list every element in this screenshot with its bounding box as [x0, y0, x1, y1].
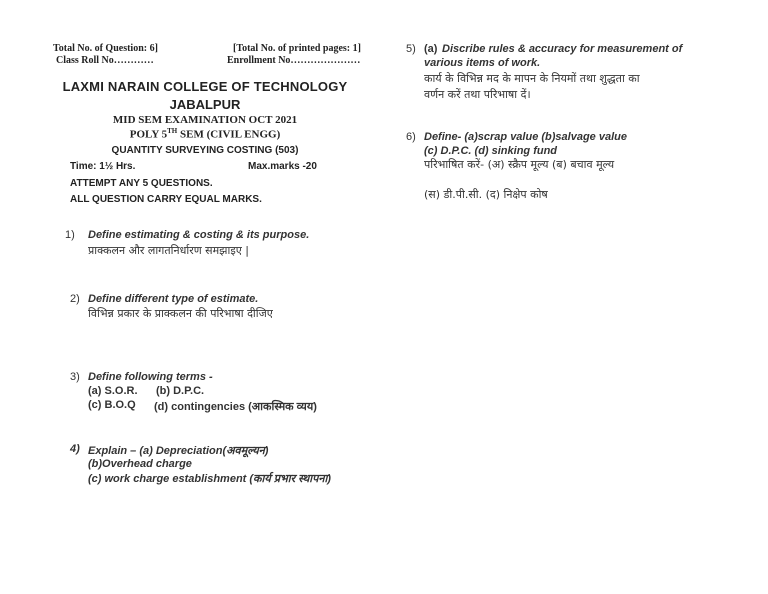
total-printed-pages: [Total No. of printed pages: 1] [233, 43, 361, 54]
question-hindi: वर्णन करें तथा परिभाषा दें। [424, 88, 531, 101]
question-text: Define following terms - [88, 371, 213, 383]
course-prefix: POLY 5 [129, 128, 168, 141]
max-marks: Max.marks -20 [248, 161, 317, 172]
college-name: LAXMI NARAIN COLLEGE OF TECHNOLOGY [62, 79, 348, 94]
course-suffix: SEM (CIVIL ENGG) [177, 128, 281, 141]
question-hindi: कार्य के विभिन्न मद के मापन के नियमों तथा शुद्धता का [424, 72, 640, 85]
college-city: JABALPUR [169, 97, 241, 112]
question-hindi: विभिन्न प्रकार के प्राक्कलन की परिभाषा दीजिए [88, 307, 273, 320]
question-text: Explain – (a) Depreciation(अवमूल्यन) [88, 445, 269, 457]
question-subitem: (d) contingencies (आकस्मिक व्यय) [154, 401, 317, 413]
question-number: 4) [70, 443, 80, 455]
question-number: 5) [406, 43, 416, 55]
instruction-attempt: ATTEMPT ANY 5 QUESTIONS. [70, 178, 213, 189]
question-text: (c) D.P.C. (d) sinking fund [424, 145, 558, 157]
question-hindi: (स) डी.पी.सी. (द) निक्षेप कोष [424, 188, 548, 201]
course-superscript: TH [167, 127, 178, 135]
question-text: Define- (a)scrap value (b)salvage value [424, 131, 627, 143]
question-subitem: (c) work charge establishment (कार्य प्रभार स्थापना) [88, 473, 331, 485]
question-text: Define different type of estimate. [88, 293, 259, 305]
question-prefix: (a) [424, 43, 438, 55]
question-number: 6) [406, 131, 416, 143]
question-subitem: (c) B.O.Q [88, 399, 136, 411]
question-text: various items of work. [424, 57, 541, 69]
question-hindi: परिभाषित करें- (अ) स्क्रैप मूल्य (ब) बचाव मूल्य [424, 158, 615, 171]
question-subitem: (b)Overhead charge [88, 458, 192, 470]
question-text: Discribe rules & accuracy for measurement of [442, 43, 683, 55]
question-subitem: (a) S.O.R. [88, 385, 138, 397]
question-number: 2) [70, 293, 80, 305]
exam-time: Time: 1½ Hrs. [70, 161, 136, 172]
question-text: Define estimating & costing & its purpose. [88, 229, 310, 241]
subject-title: QUANTITY SURVEYING COSTING (503) [111, 145, 299, 156]
question-hindi: प्राक्कलन और लागतनिर्धारण समझाइए | [88, 244, 250, 257]
total-questions: Total No. of Question: 6] [53, 43, 158, 54]
class-roll-no: Class Roll No………… [56, 55, 154, 66]
course-line [46, 127, 364, 141]
question-number: 1) [65, 229, 75, 241]
enrollment-no: Enrollment No………………… [227, 55, 361, 66]
question-number: 3) [70, 371, 80, 383]
question-subitem: (b) D.P.C. [156, 385, 205, 397]
exam-title: MID SEM EXAMINATION OCT 2021 [112, 114, 298, 126]
instruction-marks: ALL QUESTION CARRY EQUAL MARKS. [70, 194, 262, 205]
